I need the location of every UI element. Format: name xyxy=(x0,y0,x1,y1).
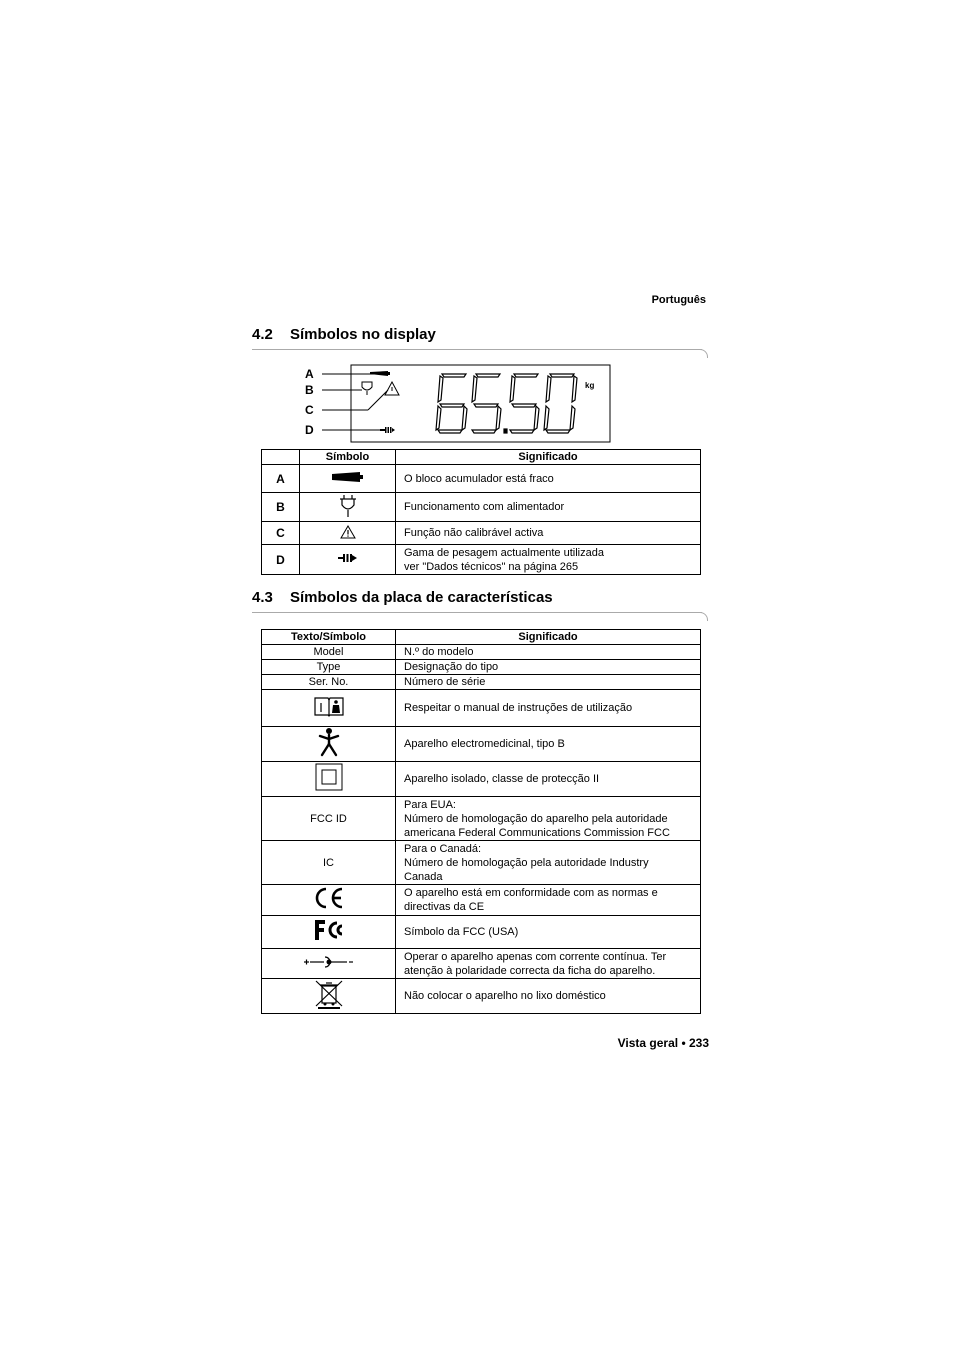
table-row xyxy=(262,675,701,690)
mains-plug-icon xyxy=(338,494,358,518)
row-meaning: Número de série xyxy=(396,675,701,690)
display-label-c: C xyxy=(305,403,314,417)
section-rule-curl xyxy=(699,349,708,358)
section-number: 4.2 xyxy=(252,326,273,343)
table-row xyxy=(262,949,701,979)
lcd-unit: kg xyxy=(585,381,595,390)
row-meaning: O bloco acumulador está fraco xyxy=(396,465,701,493)
weee-bin-icon xyxy=(314,979,344,1009)
table-row xyxy=(262,797,701,841)
section-number: 4.3 xyxy=(252,589,273,606)
row-meaning: N.º do modelo xyxy=(396,645,701,660)
lcd-display-illustration xyxy=(300,362,612,444)
section-title: Símbolos da placa de características xyxy=(290,589,553,606)
table-row xyxy=(262,545,701,575)
row-meaning-line: atenção à polaridade correcta da ficha do aparelho. xyxy=(404,964,656,977)
table-header: Símbolo xyxy=(300,450,396,465)
row-letter: B xyxy=(262,493,300,522)
section-rule xyxy=(252,349,702,350)
row-meaning-line: ver "Dados técnicos" na página 265 xyxy=(404,560,579,573)
display-symbols-table xyxy=(261,449,701,575)
row-text: Ser. No. xyxy=(262,675,396,690)
row-meaning-line: Para o Canadá: xyxy=(404,842,482,855)
table-header-row xyxy=(262,450,701,465)
ce-mark-icon xyxy=(313,886,345,910)
row-meaning-line: Operar o aparelho apenas com corrente contínua. Ter xyxy=(404,950,667,963)
row-meaning: Não colocar o aparelho no lixo doméstico xyxy=(396,979,701,1014)
row-letter: A xyxy=(262,465,300,493)
table-header xyxy=(262,450,300,465)
language-label: Português xyxy=(651,294,706,306)
row-text: FCC ID xyxy=(262,797,396,841)
page-footer: Vista geral • 233 xyxy=(617,1036,709,1050)
row-text: IC xyxy=(262,841,396,885)
table-row xyxy=(262,690,701,727)
table-row xyxy=(262,841,701,885)
row-meaning-line: Número de homologação do aparelho pela autoridade xyxy=(404,812,668,825)
row-meaning: Respeitar o manual de instruções de utilização xyxy=(396,690,701,727)
table-row xyxy=(262,762,701,797)
fcc-logo-icon xyxy=(313,918,345,942)
row-meaning: Função não calibrável activa xyxy=(396,522,701,545)
dc-polarity-icon xyxy=(303,956,355,968)
row-text: Type xyxy=(262,660,396,675)
type-b-person-icon xyxy=(318,727,340,757)
table-row xyxy=(262,916,701,949)
class-ii-square-icon xyxy=(315,763,343,791)
table-row xyxy=(262,660,701,675)
row-meaning: Designação do tipo xyxy=(396,660,701,675)
row-meaning-line: directivas da CE xyxy=(404,901,485,913)
row-meaning: Símbolo da FCC (USA) xyxy=(396,916,701,949)
row-meaning-line: Número de homologação pela autoridade Industry xyxy=(404,856,649,869)
display-label-a: A xyxy=(305,367,314,381)
table-row xyxy=(262,493,701,522)
mains-plug-icon xyxy=(362,382,372,395)
lcd-digits xyxy=(436,374,577,433)
table-row xyxy=(262,522,701,545)
row-meaning: Aparelho electromedicinal, tipo B xyxy=(396,727,701,762)
table-row xyxy=(262,465,701,493)
warning-triangle-icon xyxy=(385,382,399,395)
row-meaning-line: Gama de pesagem actualmente utilizada xyxy=(404,546,604,559)
warning-triangle-icon xyxy=(340,525,356,539)
weighing-range-icon xyxy=(380,427,395,433)
table-header: Texto/Símbolo xyxy=(262,630,396,645)
row-letter: C xyxy=(262,522,300,545)
row-meaning: Aparelho isolado, classe de protecção II xyxy=(396,762,701,797)
section-title: Símbolos no display xyxy=(290,326,436,343)
table-header-row xyxy=(262,630,701,645)
table-row xyxy=(262,979,701,1014)
display-label-b: B xyxy=(305,383,314,397)
table-header: Significado xyxy=(396,630,701,645)
section-rule xyxy=(252,612,702,613)
rating-plate-symbols-table xyxy=(261,629,701,1014)
row-meaning-line: Canada xyxy=(404,870,443,883)
battery-low-icon xyxy=(331,471,365,483)
manual-book-icon xyxy=(313,695,345,717)
table-row xyxy=(262,727,701,762)
section-heading-4-2 xyxy=(252,326,436,343)
row-letter: D xyxy=(262,545,300,575)
row-meaning-line: americana Federal Communications Commission FCC xyxy=(404,826,670,839)
weighing-range-icon xyxy=(338,553,358,563)
row-meaning: Funcionamento com alimentador xyxy=(396,493,701,522)
battery-low-icon xyxy=(370,371,390,376)
section-rule-curl xyxy=(699,612,708,621)
display-label-d: D xyxy=(305,423,314,437)
section-heading-4-3 xyxy=(252,589,553,606)
row-meaning-line: Para EUA: xyxy=(404,798,456,811)
row-meaning-line: O aparelho está em conformidade com as normas e xyxy=(404,887,658,899)
table-header: Significado xyxy=(396,450,701,465)
table-row xyxy=(262,645,701,660)
table-row xyxy=(262,885,701,916)
row-text: Model xyxy=(262,645,396,660)
